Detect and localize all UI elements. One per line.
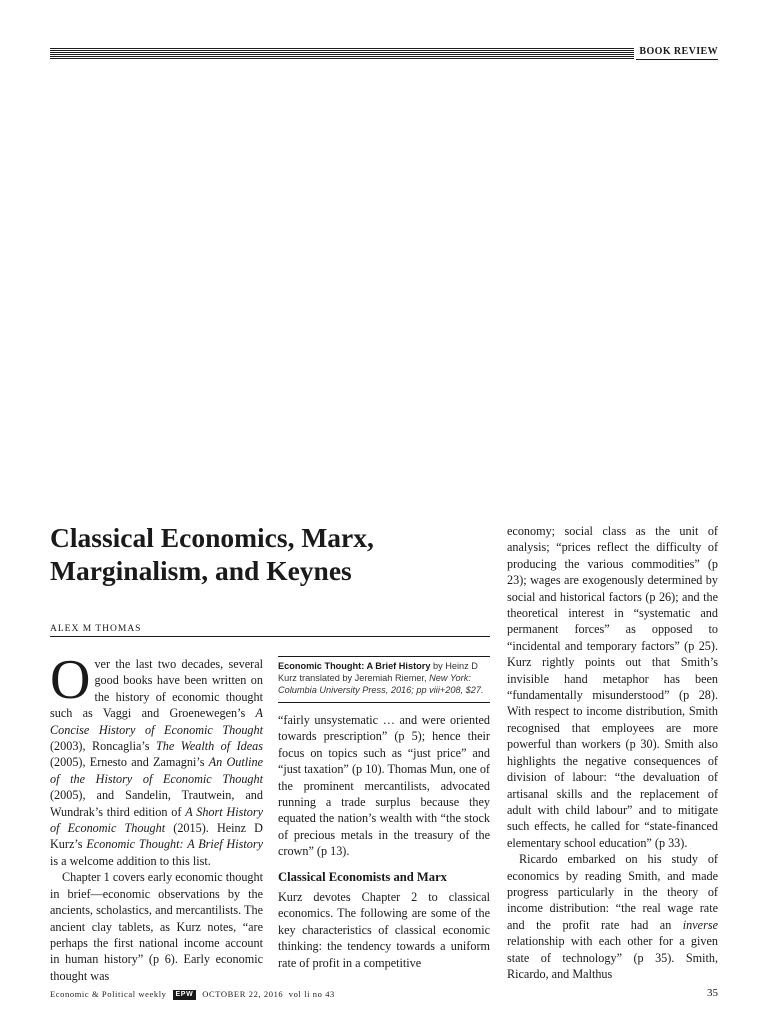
subheading-classical: Classical Economists and Marx [278,869,447,884]
epw-logo: EPW [173,990,197,1000]
book-author: by Heinz D Kurz [278,661,478,683]
header-rule-lines [50,48,634,59]
article-title: Classical Economics, Marx, Marginalism, and Keynes [50,522,374,586]
column-2 [278,712,490,971]
paragraph-intro: Over the last two decades, several good books have been written on the history of economic thought such as Vaggi and Groenewegen’s A Concise History of Economic Thought (2003), Roncaglia’s The Wealth of Ideas (2005), Ernesto and Zamagni’s An Outline of the History of Economic Thought (2005), and Sandelin, Trautwein, and Wundrak’s third edition of A Short History of Economic Thought (2015). Heinz D Kurz’s Economic Thought: A Brief History is a welcome addition to this list. [50,649,264,868]
paragraph-smith: economy; social class as the unit of analysis; “prices reflect the difficulty of producing the various commodities” (p 23); wages are exogenously determined by social and historical factors (p 26); and the theoretical interest in “systematic and permanent forces” as opposed to “incidental and temporary factors” (p 25). Kurz rightly points out that Smith’s invisible hand metaphor has been “fundamentally misunderstood” (p 28). With respect to income distribution, Smith recognised that employees are more powerful than workers (p 30). Smith also highlights the negative consequences of division of labour: “the devaluation of artisanal skills and the replacement of adult with child labour” and to mitigate such effects, he called for “state-financed elementary school education” (p 33). [507,524,718,850]
book-title: Economic Thought: A Brief History [278,661,431,671]
section-label: BOOK REVIEW [639,46,718,57]
page-number: 35 [707,987,718,999]
paragraph-classical: Kurz devotes Chapter 2 to classical economics. The following are some of the key characteristics of classical economic thinking: the tendency towards a uniform rate of profit in a competitive [278,890,490,970]
paragraph-ricardo: Ricardo embarked on his study of economics by reading Smith, and made progress particularly in the theory of income distribution: “the real wage rate and the profit rate had an inverse relationship with each other for a given state of technology” (p 35). Smith, Ricardo, and Malthus [507,852,718,981]
drop-cap: O [50,649,91,711]
issue-volume: vol li no 43 [288,989,335,999]
paragraph-early-thought: “fairly unsystematic … and were oriented towards prescription” (p 5); hence their focus on topics such as “just price” and “just taxation” (p 10). Thomas Mun, one of the prominent mercantilists, advocated running a trade surplus because they equated the nation’s wealth with “the stock of precious metals in the treasury of the crown” (p 13). [278,713,490,859]
column-3 [507,523,718,982]
book-publisher: New York: Columbia University Press, 2016; pp viii+208, $27. [278,673,484,695]
issue-date: OCTOBER 22, 2016 [202,989,284,999]
column-1 [50,649,264,984]
book-translator: translated by Jeremiah Riemer, [296,673,430,683]
book-info-box [278,656,490,703]
journal-name: Economic & Political weekly [50,989,167,999]
paragraph-chapter-1: Chapter 1 covers early economic thought in brief—economic observations by the ancients, scholastics, and mercantilists. The ancient clay tablets, as Kurz notes, “are perhaps the first national income account in human history” (p 6). Early economic thought was [50,870,263,983]
article-author: ALEX M THOMAS [50,624,490,637]
section-label-underline [636,59,718,60]
page-footer [50,989,718,1003]
